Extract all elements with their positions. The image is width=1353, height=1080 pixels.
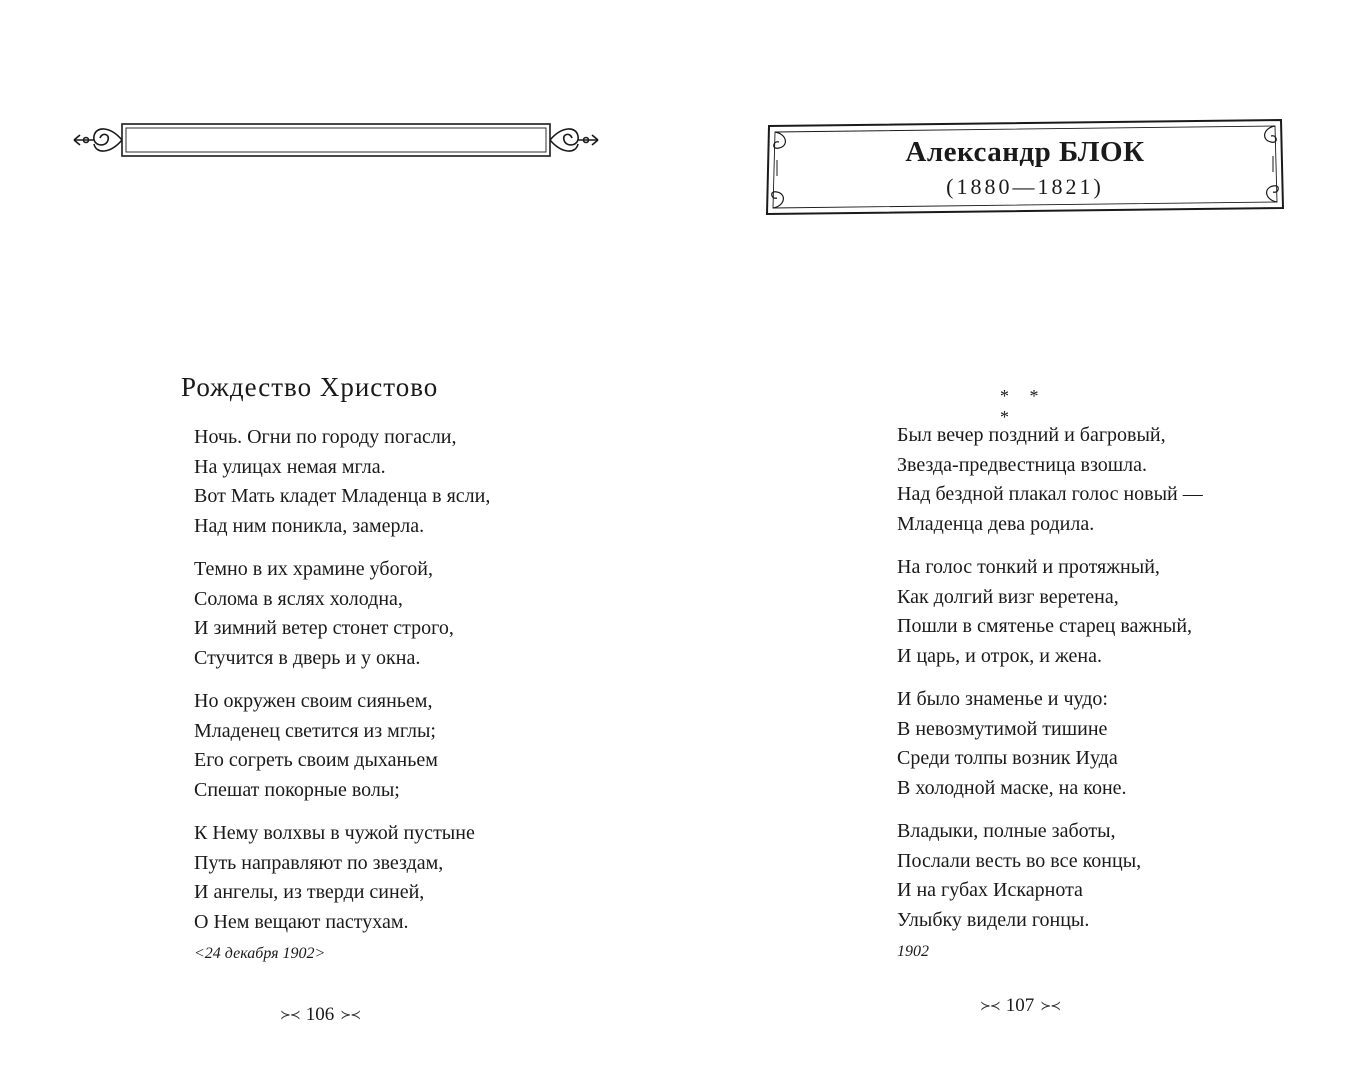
poem-line: И ангелы, из тверди синей, (194, 881, 425, 903)
poem-line: Среди толпы возник Иуда (897, 747, 1118, 769)
poem-body (897, 421, 1203, 961)
page-number-value: 107 (1005, 995, 1035, 1016)
poem-line: Над ним поникла, замерла. (194, 514, 425, 537)
poem-line: Был вечер поздний и багровый, (897, 424, 1166, 446)
poem-body (194, 423, 490, 963)
poem-line: Ночь. Огни по городу погасли, (194, 426, 457, 448)
stanza (897, 685, 1203, 803)
page-number (980, 995, 1060, 1017)
ornament-icon: ≻≺ (1040, 998, 1061, 1013)
poem-line: И царь, и отрок, и жена. (897, 644, 1102, 667)
poem-line: Его согреть своим дыханьем (194, 749, 438, 771)
page-number (280, 1004, 360, 1026)
author-years: (1880—1821) (946, 174, 1104, 199)
poem-line: Звезда-предвестница взошла. (897, 453, 1147, 476)
stanza (194, 819, 490, 937)
poem-line: Послали весть во все концы, (897, 849, 1142, 872)
left-page (0, 0, 676, 1080)
page-number-value: 106 (305, 1004, 335, 1025)
ornament-icon: ≻≺ (280, 1007, 300, 1022)
poem-line: В невозмутимой тишине (897, 717, 1108, 740)
poem-line: Улыбку видели гонцы. (897, 908, 1090, 931)
poem-line: Спешат покорные волы; (194, 778, 400, 801)
poem-separator: * * * (1000, 386, 1047, 427)
decorative-header-frame (70, 116, 602, 166)
poem-line: И на губах Искарнота (897, 879, 1083, 901)
ornament-icon: ≻≺ (980, 998, 1000, 1013)
scroll-ornament-icon (70, 116, 602, 166)
ornament-icon: ≻≺ (340, 1007, 361, 1022)
poem-line: Вот Мать кладет Младенца в ясли, (194, 485, 491, 507)
poem-line: Солома в яслях холодна, (194, 587, 403, 610)
poem-line: В холодной маске, на коне. (897, 776, 1127, 799)
poem-line: Владыки, полные заботы, (897, 820, 1116, 842)
stanza (897, 421, 1203, 539)
poem-line: На голос тонкий и протяжный, (897, 556, 1160, 578)
poem-line: Как долгий визг веретена, (897, 585, 1119, 608)
poem-date: 1902 (897, 943, 929, 960)
poem-line: Пошли в смятенье старец важный, (897, 615, 1193, 637)
poem-line: Путь направляют по звездам, (194, 851, 444, 874)
author-name: Александр БЛОК (905, 136, 1145, 168)
poem-line: И зимний ветер стонет строго, (194, 617, 454, 639)
stanza (194, 555, 490, 673)
poem-line: Младенец светится из мглы; (194, 719, 436, 742)
poem-line: О Нем вещают пастухам. (194, 910, 409, 933)
stanza (897, 553, 1203, 671)
poem-line: На улицах немая мгла. (194, 455, 386, 478)
stanza (194, 687, 490, 805)
poem-line: И было знаменье и чудо: (897, 688, 1108, 710)
stanza (194, 423, 490, 541)
poem-line: К Нему волхвы в чужой пустыне (194, 822, 475, 844)
poem-line: Темно в их храмине убогой, (194, 558, 433, 580)
poem-date: <24 декабря 1902> (194, 945, 326, 962)
stanza (897, 817, 1203, 935)
poem-line: Стучится в дверь и у окна. (194, 646, 421, 669)
poem-title: Рождество Христово (181, 372, 439, 402)
poem-line: Над бездной плакал голос новый — (897, 483, 1203, 505)
poem-line: Младенца дева родила. (897, 512, 1095, 535)
poem-line: Но окружен своим сияньем, (194, 690, 433, 712)
